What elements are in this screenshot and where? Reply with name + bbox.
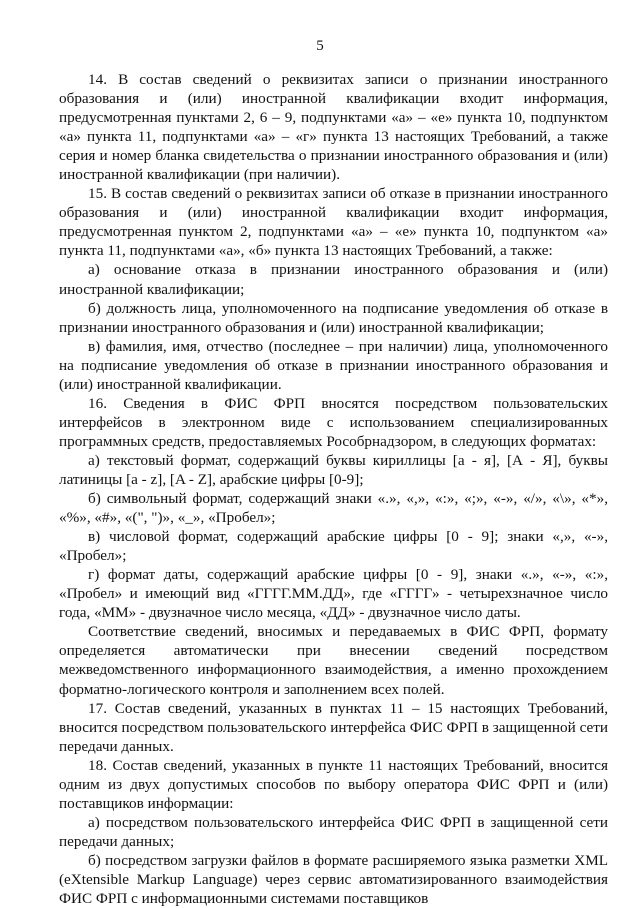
paragraph-18-a: а) посредством пользовательского интерфейса ФИС ФРП в защищенной сети передачи данных; [59, 813, 608, 850]
paragraph-17: 17. Состав сведений, указанных в пунктах 11 – 15 настоящих Требований, вносится посредством пользовательского интерфейса ФИС ФРП в защищенной сети передачи данных. [59, 699, 608, 755]
paragraph-16: 16. Сведения в ФИС ФРП вносятся посредством пользовательских интерфейсов в электронном виде с использованием специализированных программных средств, предоставляемых Рособрнадзором, в следующих форматах: [59, 394, 608, 450]
paragraph-15-v: в) фамилия, имя, отчество (последнее – при наличии) лица, уполномоченного на подписание уведомления об отказе в признании иностранного образования и (или) иностранной квалификации. [59, 337, 608, 393]
paragraph-15: 15. В состав сведений о реквизитах записи об отказе в признании иностранного образования и (или) иностранной квалификации входит информация, предусмотренная пунктом 2, подпунктами «а» – «е» пункта 10, подпунктом «а» пункта 11, подпунктами «а», «б» пункта 13 настоящих Требований, а также: [59, 185, 608, 260]
paragraph-16-format-check: Соответствие сведений, вносимых и передаваемых в ФИС ФРП, формату определяется автоматически при внесении сведений посредством межведомственного информационного взаимодействия, а именно прохождением форматно-логического контроля и заполнением всех полей. [59, 623, 608, 698]
paragraph-16-b: б) символьный формат, содержащий знаки «.», «,», «:», «;», «-», «/», «\», «*», «%», «#», «(", ")», «_», «Пробел»; [59, 490, 608, 527]
paragraph-16-g: г) формат даты, содержащий арабские цифры [0 - 9], знаки «.», «-», «:», «Пробел» и имеющий вид «ГГГГ.ММ.ДД», где «ГГГГ» - четырехзначное число года, «ММ» - двузначное число месяца, «ДД» - двузначное число даты. [59, 566, 608, 622]
paragraph-16-a: а) текстовый формат, содержащий буквы кириллицы [а - я], [А - Я], буквы латиницы [a - z], [A - Z], арабские цифры [0-9]; [59, 451, 608, 488]
paragraph-16-v: в) числовой формат, содержащий арабские цифры [0 - 9]; знаки «,», «-», «Пробел»; [59, 528, 608, 565]
paragraph-15-b: б) должность лица, уполномоченного на подписание уведомления об отказе в признании иностранного образования и (или) иностранной квалификации; [59, 299, 608, 336]
paragraph-15-a: а) основание отказа в признании иностранного образования и (или) иностранной квалификации; [59, 261, 608, 298]
document-body [59, 70, 608, 908]
paragraph-18-b: б) посредством загрузки файлов в формате расширяемого языка разметки XML (eXtensible Markup Language) через сервис автоматизированного взаимодействия ФИС ФРП с информационными системами поставщиков [59, 851, 608, 908]
paragraph-18: 18. Состав сведений, указанных в пункте 11 настоящих Требований, вносится одним из двух допустимых способов по выбору оператора ФИС ФРП и (или) поставщиков информации: [59, 756, 608, 812]
paragraph-14: 14. В состав сведений о реквизитах записи о признании иностранного образования и (или) иностранной квалификации входит информация, предусмотренная пунктами 2, 6 – 9, подпунктами «а» – «е» пункта 10, подпунктом «а» пункта 11, подпунктами «а» – «г» пункта 13 настоящих Требований, а также серия и номер бланка свидетельства о признании иностранного образования и (или) иностранной квалификации (при наличии). [59, 71, 608, 184]
page-number: 5 [316, 38, 324, 54]
